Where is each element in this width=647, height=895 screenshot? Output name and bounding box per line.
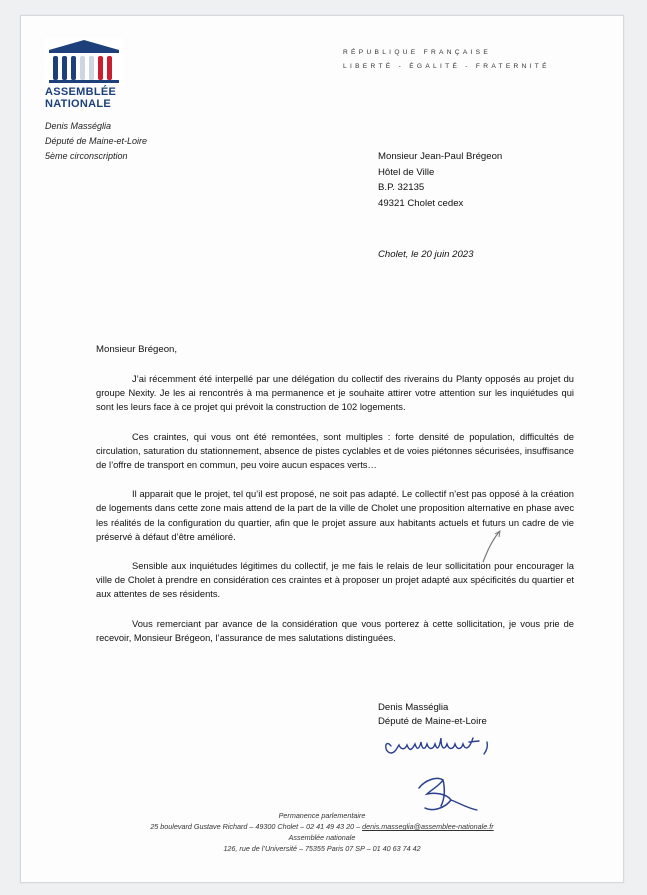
letter-date: Cholet, le 20 juin 2023 <box>378 249 474 260</box>
paragraph: Il apparait que le projet, tel qu’il est proposé, ne soit pas adapté. Le collectif n’est pas opposé à la création de logements dans cette zone mais attend de la part de la ville de Cholet une proposition alternative en phase avec les réalités de la configuration du quartier, afin que le projet assure aux habitants actuels et futurs un cadre de vie préservé à défaut d’être amélioré. <box>96 489 574 542</box>
signature-block <box>378 701 487 729</box>
paragraph: Vous remerciant par avance de la considération que vous porterez à cette sollicitation, je vous prie de recevoir, Monsieur Brégeon, l’assurance de mes salutations distinguées. <box>96 618 574 643</box>
recipient-line-4: 49321 Cholet cedex <box>378 197 464 209</box>
recipient-line-3: B.P. 32135 <box>378 182 425 193</box>
sender-block <box>45 119 147 164</box>
pen-mark-icon <box>479 528 503 564</box>
devise: LIBERTÉ - ÉGALITÉ - FRATERNITÉ <box>343 63 550 70</box>
footer-line-3: Assemblée nationale <box>288 833 356 842</box>
paragraph: Ces craintes, qui vous ont été remontées, sont multiples : forte densité de population, difficultés de circulation, saturation du stationnement, absence de pistes cyclables et de voies piétonnes sécurisées, insuffisance de l’offre de transport en commun, peu voire aucun espaces verts… <box>96 431 574 471</box>
hemicycle-icon <box>45 38 123 84</box>
footer-line-2 <box>21 821 623 832</box>
signature-name: Denis Masséglia <box>378 702 449 713</box>
logo-line-1: ASSEMBLÉE <box>45 86 117 98</box>
republique-francaise: RÉPUBLIQUE FRANÇAISE <box>343 49 492 56</box>
footer-line-1: Permanence parlementaire <box>278 811 366 820</box>
sender-title: Député de Maine-et-Loire <box>45 136 148 146</box>
letter-page <box>20 15 624 883</box>
republique-header <box>343 46 550 74</box>
sender-district: 5ème circonscription <box>45 151 128 161</box>
sender-name: Denis Masséglia <box>45 121 112 131</box>
footer-address-cholet: 25 boulevard Gustave Richard – 49300 Cholet – 02 41 49 43 20 – <box>150 822 363 831</box>
signature-title: Député de Maine-et-Loire <box>378 716 487 727</box>
recipient-address <box>378 149 502 211</box>
handwritten-signature <box>381 728 511 823</box>
recipient-name: Monsieur Jean-Paul Brégeon <box>378 151 503 162</box>
paragraph: J’ai récemment été interpellé par une délégation du collectif des riverains du Planty opposés au projet du groupe Nexity. Je les ai rencontrés à ma permanence et je souhaite attirer votre attention sur les inquiétudes qui sont les leurs face à ce projet qui prévoit la construction de 102 logements. <box>96 374 574 413</box>
footer-email-link[interactable]: denis.masseglia@assemblee-nationale.fr <box>362 822 494 831</box>
salutation: Monsieur Brégeon, <box>96 344 178 355</box>
assemblee-nationale-logo <box>45 38 127 110</box>
recipient-line-2: Hôtel de Ville <box>378 166 435 178</box>
footer <box>21 810 623 854</box>
footer-line-4: 126, rue de l’Université – 75355 Paris 07 SP – 01 40 63 74 42 <box>223 844 421 853</box>
letter-body <box>96 372 574 660</box>
logo-line-2: NATIONALE <box>45 98 112 110</box>
paragraph: Sensible aux inquiétudes légitimes du collectif, je me fais le relais de leur sollicitation pour encourager la ville de Cholet à prendre en considération ces craintes et à proposer un projet adapté aux spécificités du quartier et aux attentes de ses résidents. <box>96 561 574 600</box>
